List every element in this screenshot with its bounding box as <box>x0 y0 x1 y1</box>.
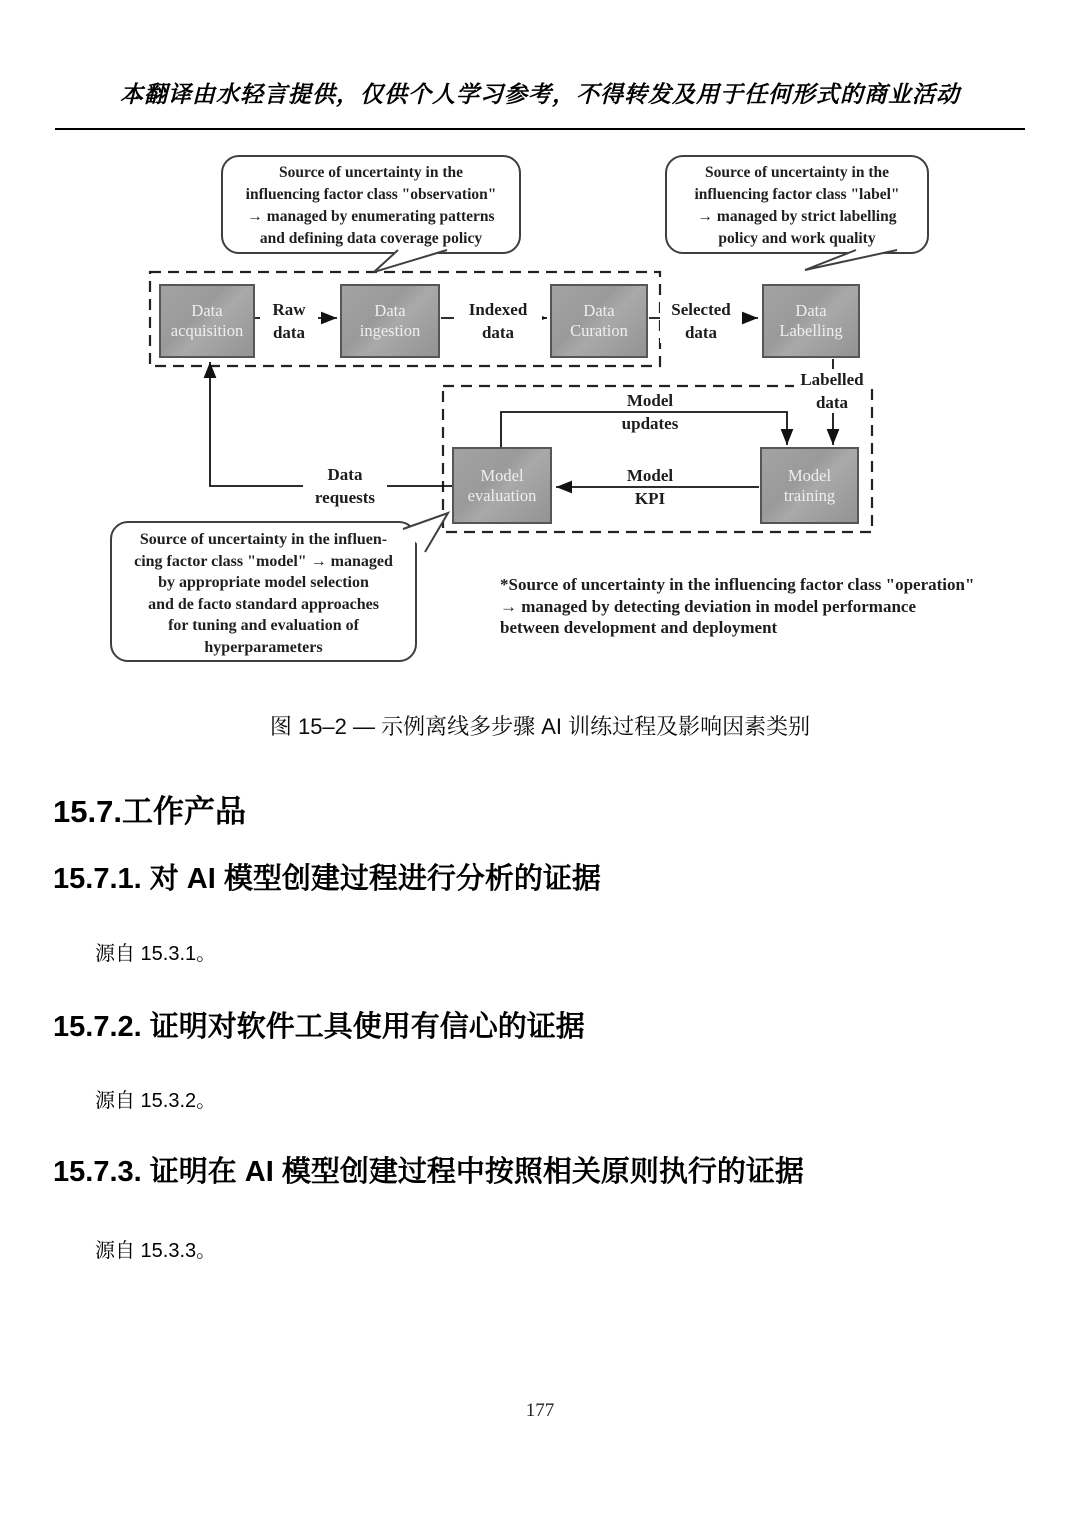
flow-label-line: Raw <box>272 300 306 319</box>
callout-label-line: Source of uncertainty in the <box>705 164 889 181</box>
section-body-15-7-2: 源自 15.3.2。 <box>95 1090 217 1112</box>
box-label: Data <box>583 301 615 321</box>
callout-observation-line: Source of uncertainty in the <box>279 164 463 181</box>
flow-label-raw-data <box>260 299 318 343</box>
flow-label-line: requests <box>314 488 376 507</box>
header-notice: 本翻译由水轻言提供，仅供个人学习参考，不得转发及用于任何形式的商业活动 <box>120 81 960 107</box>
box-data-acquisition <box>159 284 255 358</box>
callout-model-line: Source of uncertainty in the influen- <box>139 531 388 548</box>
callout-observation-line: → managed by enumerating patterns <box>247 208 495 225</box>
callout-model-line: by appropriate model selection <box>158 574 369 591</box>
box-label: Data <box>795 301 827 321</box>
flow-label-line: data <box>272 323 306 342</box>
section-heading-15-7-1: 15.7.1. 对 AI 模型创建过程进行分析的证据 <box>53 863 601 895</box>
flow-label-selected-data <box>660 299 742 343</box>
section-heading-15-7-3: 15.7.3. 证明在 AI 模型创建过程中按照相关原则执行的证据 <box>53 1156 804 1188</box>
figure-caption: 图 15–2 — 示例离线多步骤 AI 训练过程及影响因素类别 <box>269 714 811 739</box>
callout-observation <box>221 155 521 254</box>
callout-model-line: cing factor class "model" → managed <box>134 552 393 570</box>
box-label: Model <box>480 465 524 485</box>
flow-label-line: Selected <box>671 300 731 319</box>
box-data-labelling <box>762 284 860 358</box>
box-data-curation <box>550 284 648 358</box>
flow-label-line: Labelled <box>800 370 864 389</box>
callout-model-line: hyperparameters <box>204 638 323 656</box>
flow-label-line: data <box>481 323 515 342</box>
flow-label-line: data <box>815 393 849 412</box>
section-heading-15-7: 15.7.工作产品 <box>53 794 246 829</box>
note-operation <box>500 574 1005 639</box>
flow-label-line: Model <box>626 391 674 410</box>
section-body-15-7-1: 源自 15.3.1。 <box>95 943 217 965</box>
callout-model <box>110 521 417 662</box>
note-operation-line: → managed by detecting deviation in model performance <box>500 596 916 616</box>
box-label: ingestion <box>359 321 421 340</box>
callout-observation-line: and defining data coverage policy <box>259 230 483 247</box>
box-model-training <box>760 447 859 524</box>
flow-label-model-kpi <box>608 466 692 508</box>
note-operation-line: *Source of uncertainty in the influencing factor class "operation" <box>500 575 975 594</box>
box-label: Data <box>191 301 223 321</box>
box-label: evaluation <box>467 485 537 505</box>
box-label: acquisition <box>170 321 244 340</box>
header-divider <box>55 128 1025 130</box>
callout-model-line: for tuning and evaluation of <box>168 617 359 634</box>
callout-label-line: → managed by strict labelling <box>697 208 897 225</box>
callout-label <box>665 155 929 254</box>
callout-observation-line: influencing factor class "observation" <box>245 186 497 203</box>
box-label: Labelling <box>779 321 843 340</box>
callout-label-line: policy and work quality <box>718 230 876 247</box>
flow-label-data-requests <box>303 464 387 508</box>
box-label: Model <box>787 465 832 485</box>
flow-label-line: KPI <box>634 489 666 508</box>
flow-label-indexed-data <box>454 299 542 343</box>
flow-label-line: Data <box>327 465 363 484</box>
callout-model-line: and de facto standard approaches <box>148 595 379 613</box>
box-label: Data <box>374 301 406 321</box>
box-label: Curation <box>570 321 628 340</box>
note-operation-line: between development and deployment <box>500 618 778 637</box>
box-data-ingestion <box>340 284 440 358</box>
flow-label-line: Indexed <box>468 300 528 319</box>
section-heading-15-7-2: 15.7.2. 证明对软件工具使用有信心的证据 <box>53 1011 585 1043</box>
callout-label-line: influencing factor class "label" <box>694 186 900 203</box>
flow-label-line: data <box>684 323 718 342</box>
flow-label-line: updates <box>621 414 679 433</box>
flow-label-line: Model <box>626 466 674 485</box>
box-label: training <box>783 485 836 505</box>
section-body-15-7-3: 源自 15.3.3。 <box>95 1240 217 1262</box>
flow-label-model-updates <box>608 391 692 433</box>
box-model-evaluation <box>452 447 552 524</box>
flow-label-labelled-data <box>794 369 870 413</box>
page-number: 177 <box>525 1400 555 1421</box>
